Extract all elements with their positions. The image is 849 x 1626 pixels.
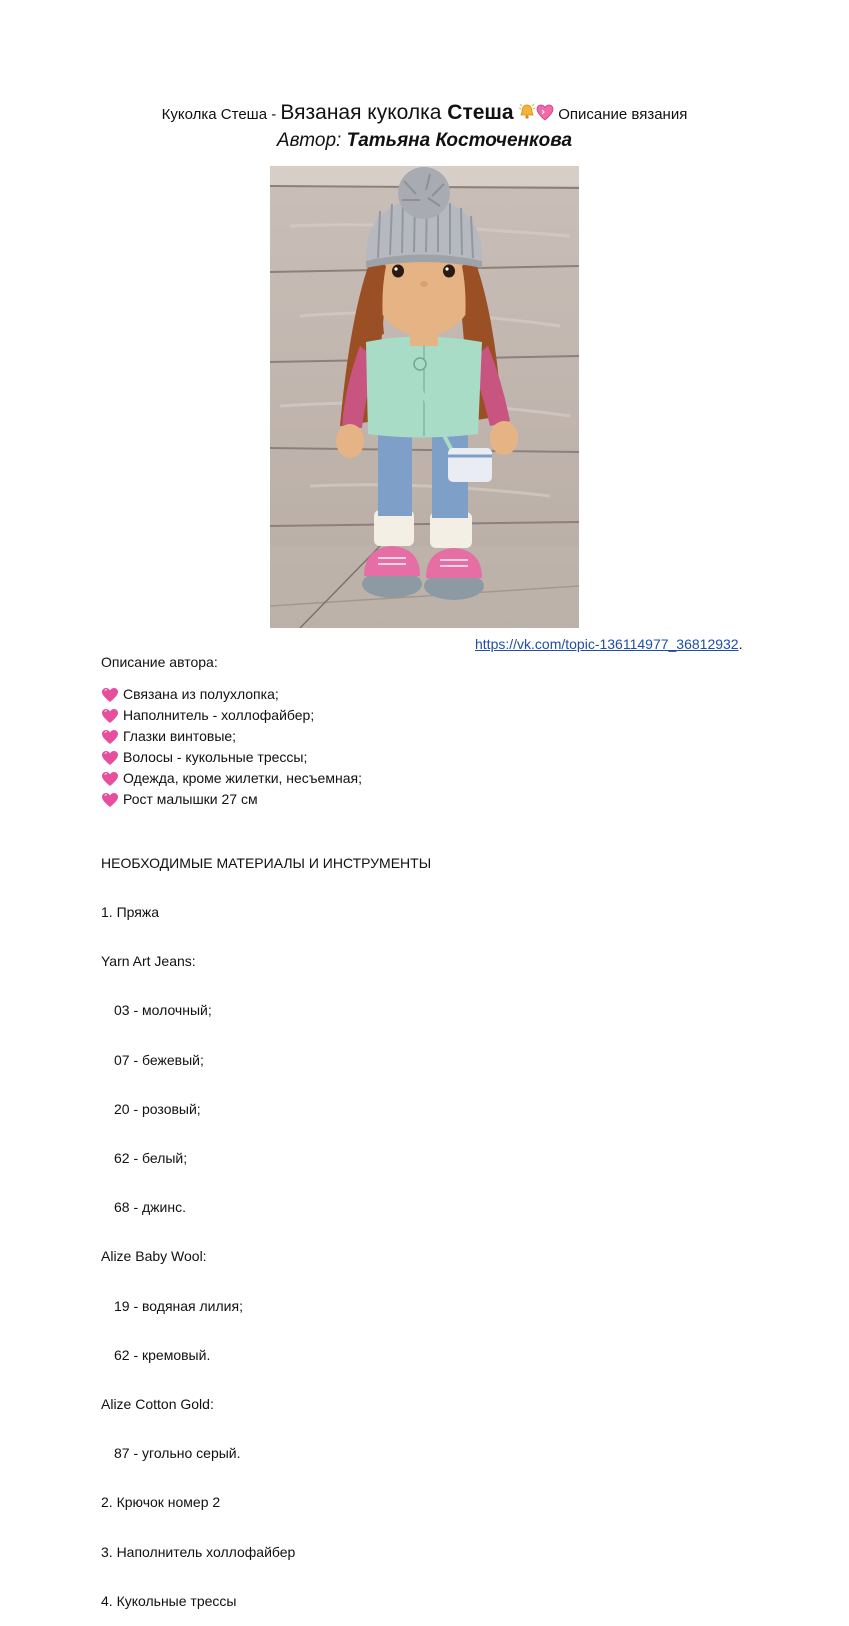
yarn-color: 03 - молочный; <box>114 1002 212 1019</box>
feature-text: Наполнитель - холлофайбер; <box>123 707 315 723</box>
heart-icon <box>101 771 119 787</box>
author-label: Автор: <box>276 130 347 151</box>
list-item <box>101 789 362 810</box>
source-link-period: . <box>738 636 743 652</box>
feature-text: Глазки винтовые; <box>123 728 237 744</box>
document-title <box>0 101 849 129</box>
heart-icon <box>101 708 119 724</box>
materials-item-hook: 2. Крючок номер 2 <box>101 1494 221 1511</box>
doll-photo <box>270 166 579 628</box>
feature-text: Одежда, кроме жилетки, несъемная; <box>123 770 362 786</box>
yarn-color: 87 - угольно серый. <box>114 1445 241 1462</box>
feature-text: Рост малышки 27 см <box>123 791 258 807</box>
yarn-brand: Alize Baby Wool: <box>101 1248 207 1265</box>
title-doll-name: Стеша <box>447 101 514 124</box>
list-item <box>101 705 362 726</box>
yarn-brand: Alize Cotton Gold: <box>101 1396 214 1413</box>
yarn-color: 07 - бежевый; <box>114 1051 204 1068</box>
feature-text: Волосы - кукольные трессы; <box>123 749 308 765</box>
materials-section <box>101 822 431 1626</box>
yarn-color: 62 - кремовый. <box>114 1346 211 1363</box>
list-item <box>101 768 362 789</box>
materials-item-yarn: 1. Пряжа <box>101 904 159 921</box>
bell-icon <box>518 103 536 129</box>
yarn-brand: Yarn Art Jeans: <box>101 953 196 970</box>
author-description-label: Описание автора: <box>101 654 218 670</box>
list-item <box>101 726 362 747</box>
yarn-color: 68 - джинс. <box>114 1199 186 1216</box>
author-name: Татьяна Косточенкова <box>346 130 573 151</box>
list-item <box>101 747 362 768</box>
heart-icon <box>101 729 119 745</box>
list-item <box>101 684 362 705</box>
title-suffix: Описание вязания <box>554 106 688 123</box>
yarn-color: 20 - розовый; <box>114 1100 201 1117</box>
features-list <box>101 684 362 810</box>
yarn-color: 19 - водяная лилия; <box>114 1297 243 1314</box>
heart-icon <box>536 104 554 129</box>
source-link-line <box>475 636 742 653</box>
heart-icon <box>101 792 119 808</box>
heart-icon <box>101 750 119 766</box>
yarn-color: 62 - белый; <box>114 1150 188 1167</box>
feature-text: Связана из полухлопка; <box>123 686 279 702</box>
heart-icon <box>101 687 119 703</box>
materials-item-filler: 3. Наполнитель холлофайбер <box>101 1543 296 1560</box>
materials-item-tresses: 4. Кукольные трессы <box>101 1592 237 1609</box>
author-line <box>0 129 849 153</box>
source-link[interactable]: https://vk.com/topic-136114977_36812932 <box>475 636 739 652</box>
title-main: Вязаная куколка <box>280 101 448 124</box>
title-prefix: Куколка Стеша - <box>161 106 281 123</box>
materials-heading: НЕОБХОДИМЫЕ МАТЕРИАЛЫ И ИНСТРУМЕНТЫ <box>101 854 432 871</box>
